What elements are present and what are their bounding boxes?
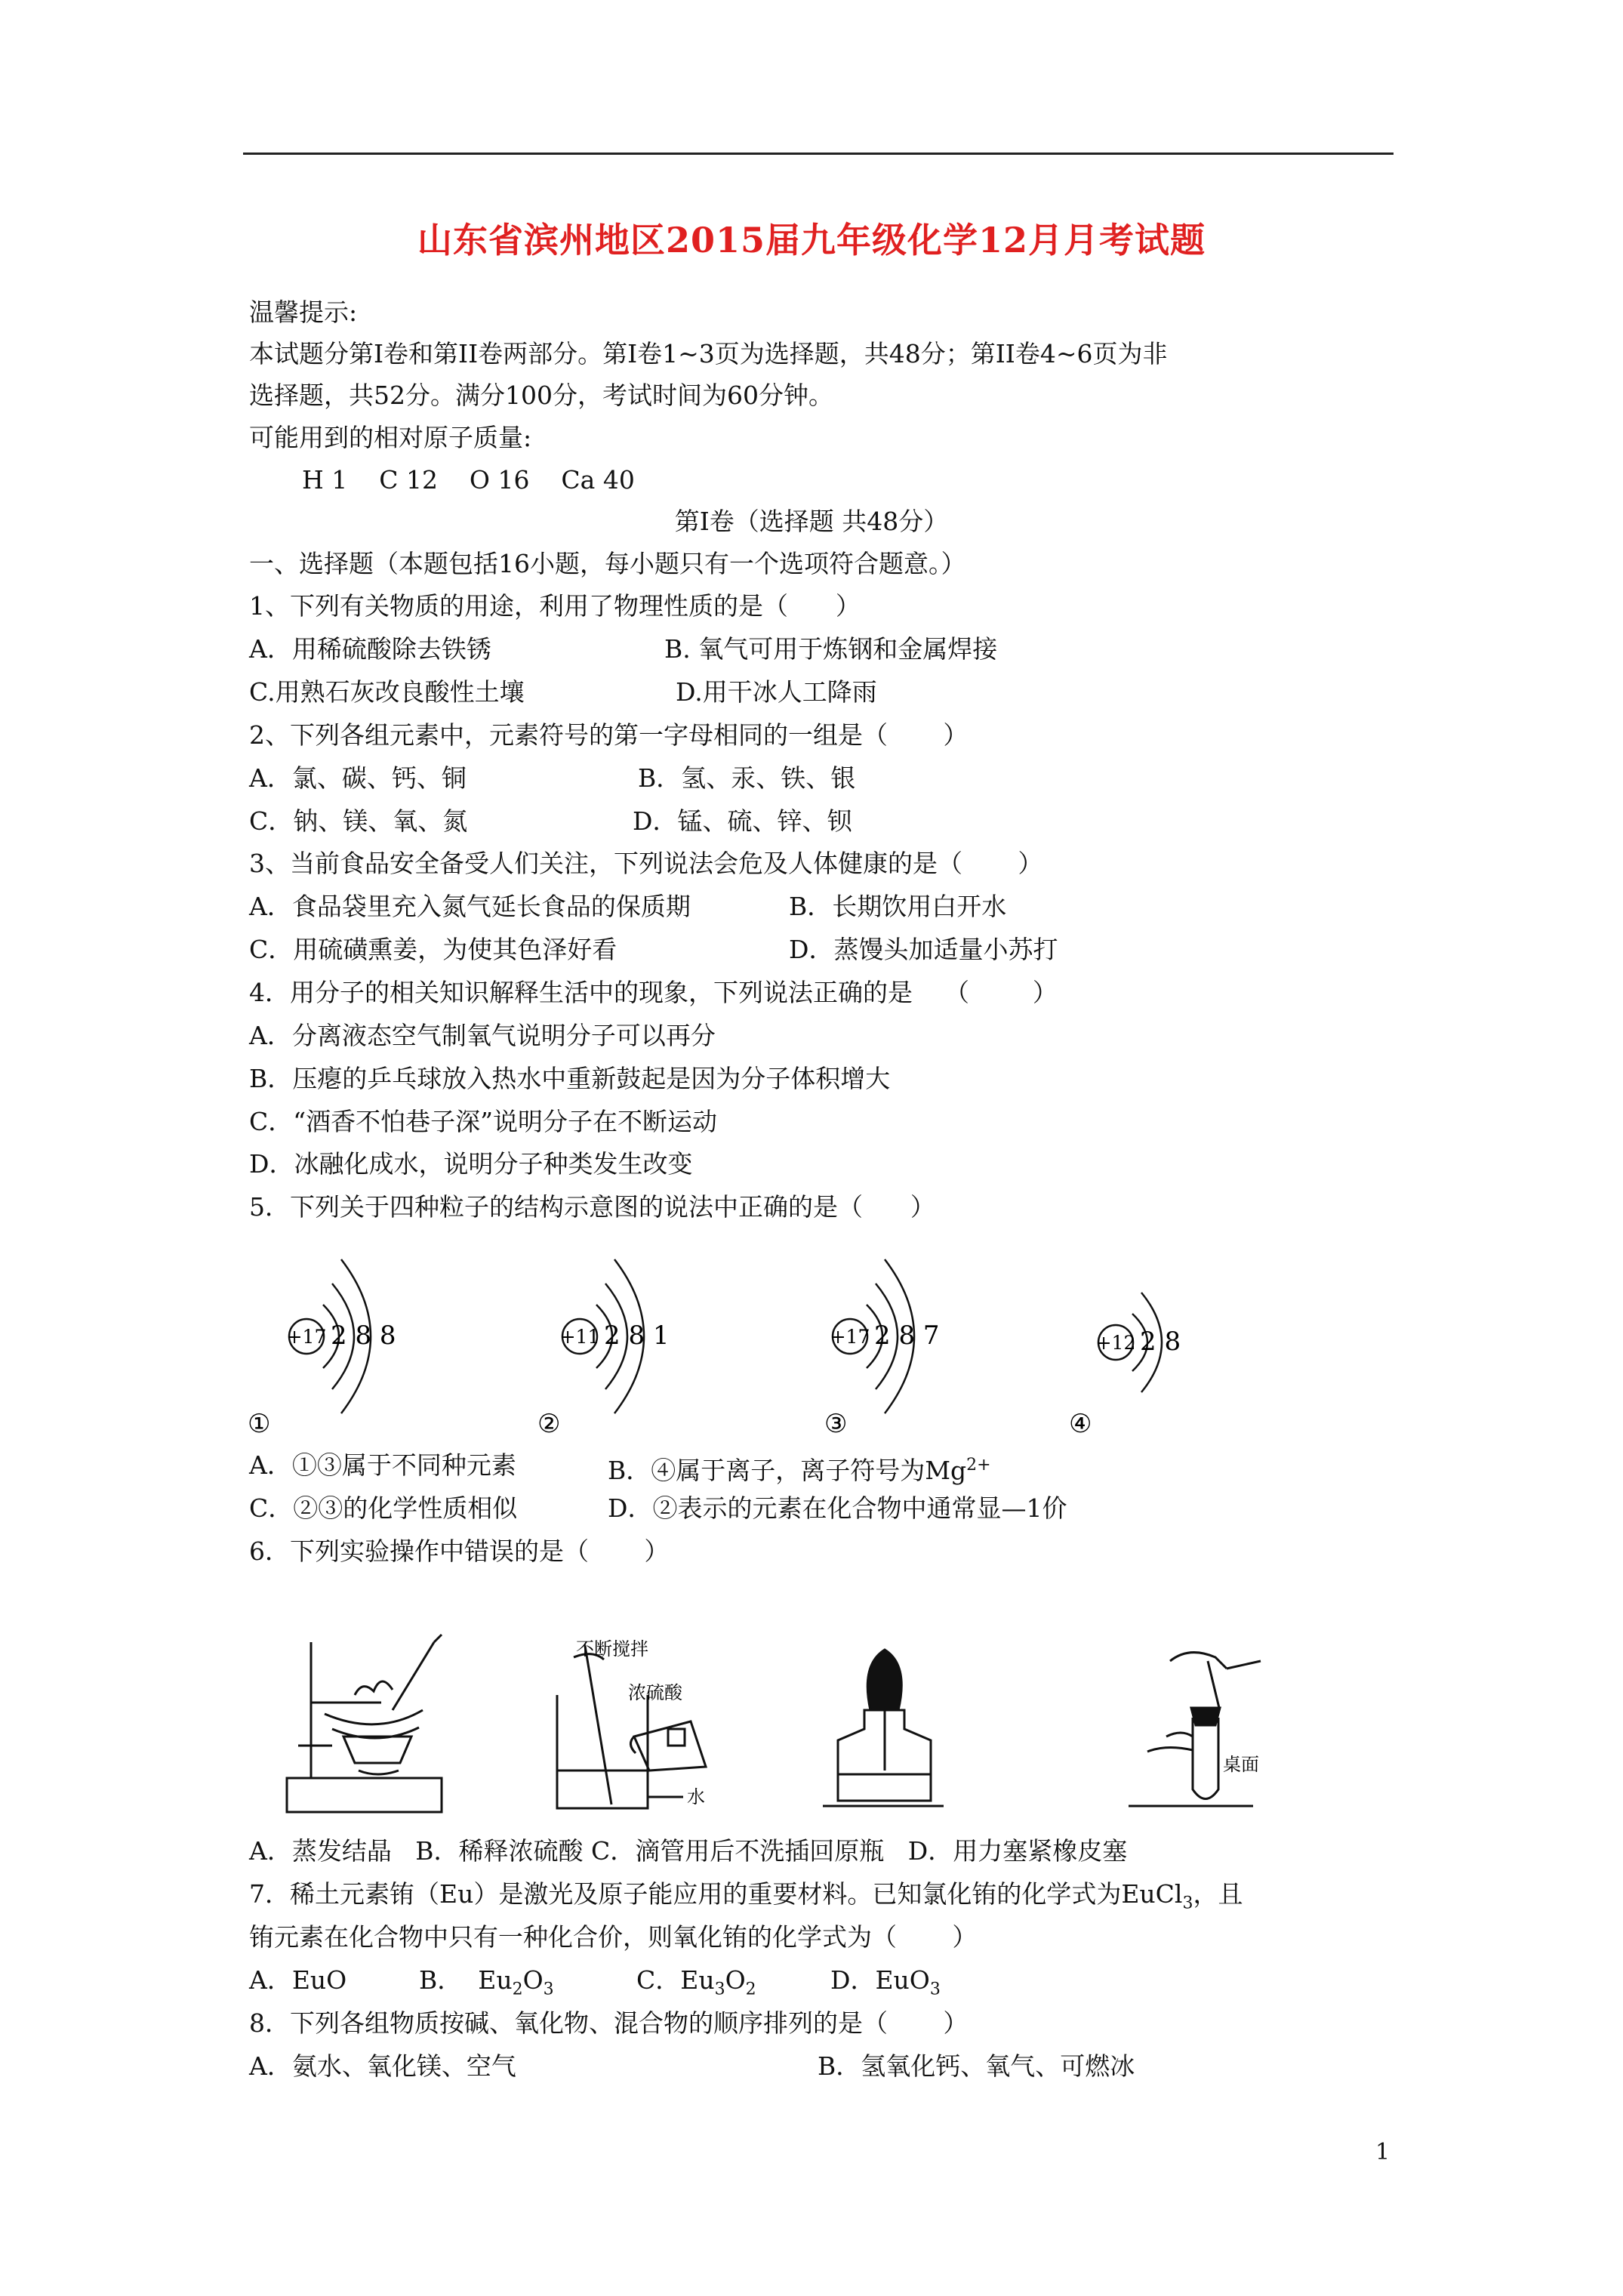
label-conc-acid: 浓硫酸: [628, 1682, 682, 1703]
atomic-masses: H 1 C 12 O 16 Ca 40: [302, 465, 635, 495]
label-stir: 不断搅拌: [576, 1638, 648, 1660]
tip-label: 温馨提示:: [249, 297, 358, 327]
particle-4-nucleus: +12: [1095, 1332, 1136, 1354]
q6-stem: 6．下列实验操作中错误的是（ ）: [249, 1536, 670, 1566]
q7-option-a: A．EuO: [249, 1965, 347, 1995]
q4-option-c: C．“酒香不怕巷子深”说明分子在不断运动: [249, 1107, 717, 1136]
particle-2-nucleus: +11: [559, 1326, 600, 1348]
q5-option-a: A．①③属于不同种元素: [249, 1450, 516, 1480]
q3-option-d: D．蒸馒头加适量小苏打: [789, 935, 1058, 964]
mass-label: 可能用到的相对原子质量:: [249, 423, 532, 452]
lab-operation-figures: [0, 1616, 1623, 1835]
q4-option-d: D．冰融化成水，说明分子种类发生改变: [249, 1149, 693, 1179]
q8-option-a: A．氨水、氧化镁、空气: [249, 2051, 516, 2081]
q3-option-b: B．长期饮用白开水: [789, 892, 1007, 921]
particle-3-shells: 2 8 7: [874, 1321, 940, 1351]
particle-1-shells: 2 8 8: [331, 1321, 396, 1351]
q8-option-b: B．氢氧化钙、氧气、可燃冰: [818, 2051, 1135, 2081]
particle-3-label: ③: [824, 1409, 848, 1439]
q1-option-a: A．用稀硫酸除去铁锈: [249, 634, 491, 664]
q2-option-b: B．氢、汞、铁、银: [638, 763, 856, 793]
q8-stem: 8．下列各组物质按碱、氧化物、混合物的顺序排列的是（ ）: [249, 2008, 969, 2038]
tip-line-2: 选择题，共52分。满分100分，考试时间为60分钟。: [249, 381, 833, 410]
q5-option-c: C．②③的化学性质相似: [249, 1493, 518, 1523]
q1-stem: 1、下列有关物质的用途，利用了物理性质的是（ ）: [249, 591, 861, 621]
q5-option-d: D．②表示的元素在化合物中通常显—1价: [608, 1493, 1067, 1523]
q3-option-c: C．用硫磺熏姜，为使其色泽好看: [249, 935, 617, 964]
label-table: 桌面: [1223, 1754, 1259, 1775]
q7-stem-2: 铕元素在化合物中只有一种化合价，则氧化铕的化学式为（ ）: [249, 1922, 978, 1952]
q4-option-b: B．压瘪的乒乓球放入热水中重新鼓起是因为分子体积增大: [249, 1064, 891, 1093]
particle-3-nucleus: +17: [830, 1326, 870, 1348]
particle-2-shells: 2 8 1: [604, 1321, 670, 1351]
q1-option-d: D.用干冰人工降雨: [676, 677, 877, 707]
q1-option-c: C.用熟石灰改良酸性土壤: [249, 677, 525, 707]
particle-1-label: ①: [248, 1409, 271, 1439]
particle-1-nucleus: +17: [286, 1326, 327, 1348]
particle-4-shells: 2 8: [1140, 1327, 1181, 1357]
q7-option-c: C．$Eu_3O_2$: [636, 1965, 756, 1999]
section-title: 第Ⅰ卷（选择题 共48分）: [674, 507, 949, 536]
q3-stem: 3、当前食品安全备受人们关注，下列说法会危及人体健康的是（ ）: [249, 849, 1043, 878]
q5-stem: 5．下列关于四种粒子的结构示意图的说法中正确的是（ ）: [249, 1192, 935, 1222]
q7-option-b: B． $Eu_2O_3$: [419, 1965, 554, 1999]
q2-option-a: A．氯、碳、钙、铜: [249, 763, 467, 793]
q5-option-b: B．④属于离子，离子符号为$Mg^{2+}$: [608, 1456, 991, 1485]
tip-line-1: 本试题分第Ⅰ卷和第II卷两部分。第Ⅰ卷1~3页为选择题，共48分；第II卷4~6页为非: [249, 339, 1168, 368]
q2-option-c: C．钠、镁、氧、氮: [249, 806, 468, 836]
q3-option-a: A．食品袋里充入氮气延长食品的保质期: [249, 892, 691, 921]
section-heading: 一、选择题（本题包括16小题，每小题只有一个选项符合题意。）: [249, 549, 966, 578]
particle-2-label: ②: [537, 1409, 561, 1439]
q6-options: A．蒸发结晶 B．稀释浓硫酸 C．滴管用后不洗插回原瓶 D．用力塞紧橡皮塞: [249, 1836, 1128, 1866]
page-number: 1: [1375, 2139, 1390, 2165]
q7-option-d: D．EuO$_3$: [830, 1965, 941, 1999]
q4-stem: 4．用分子的相关知识解释生活中的现象，下列说法正确的是 （ ）: [249, 978, 1058, 1007]
q7-stem-1: 7．稀土元素铕（Eu）是激光及原子能应用的重要材料。已知氯化铕的化学式为EuCl$_3$，且: [249, 1879, 1243, 1913]
particle-4-label: ④: [1069, 1409, 1092, 1439]
label-water: 水: [687, 1786, 705, 1808]
atom-structure-diagrams: [0, 1238, 1623, 1465]
q4-option-a: A．分离液态空气制氧气说明分子可以再分: [249, 1021, 716, 1050]
header-rule: [243, 153, 1394, 155]
q1-option-b: B. 氧气可用于炼钢和金属焊接: [664, 634, 998, 664]
q2-option-d: D．锰、硫、锌、钡: [633, 806, 852, 836]
q2-stem: 2、下列各组元素中，元素符号的第一字母相同的一组是（ ）: [249, 720, 969, 750]
page-title: 山东省滨州地区2015届九年级化学12月月考试题: [417, 220, 1206, 260]
